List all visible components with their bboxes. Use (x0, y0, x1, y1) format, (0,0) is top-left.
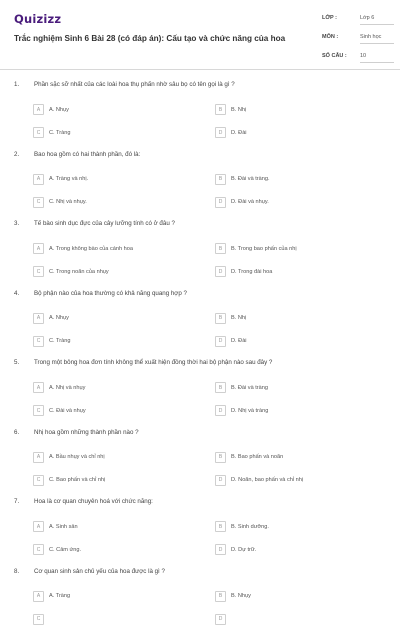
option-text: D. Noãn, bao phấn và chỉ nhị (231, 477, 304, 483)
option-text: D. Đài và nhụy. (231, 199, 269, 205)
option-letter-box: D (215, 336, 226, 347)
meta-label: MÔN : (322, 34, 339, 40)
option-letter-box: D (215, 127, 226, 138)
option-letter-box: C (33, 475, 44, 486)
answer-option-b[interactable] (215, 521, 269, 532)
question-text: Phần sặc sỡ nhất của các loài hoa thụ phấn nhờ sâu bọ có tên gọi là gì ? (34, 81, 235, 88)
option-text: C. Tràng (49, 338, 71, 344)
option-text: C. Trong noãn của nhụy (49, 268, 109, 275)
option-letter-box: D (215, 544, 226, 555)
answer-option-b[interactable] (215, 382, 268, 393)
meta-label: SỐ CÂU : (322, 53, 347, 59)
question-item (0, 290, 400, 360)
answer-option-d[interactable] (215, 266, 272, 277)
option-text: A. Nhị và nhụy (49, 384, 86, 391)
worksheet-header (0, 0, 400, 64)
option-letter-box: C (33, 405, 44, 416)
option-text: D. Đài (231, 338, 247, 344)
worksheet-meta (322, 12, 394, 69)
option-text: A. Tràng (49, 593, 71, 599)
option-text: B. Đài và tràng (231, 384, 268, 391)
option-text: A. Bầu nhụy và chỉ nhị (49, 454, 105, 460)
answer-option-b[interactable] (215, 104, 246, 115)
option-text: B. Nhị (231, 106, 247, 113)
answer-option-a[interactable] (33, 452, 105, 463)
option-text: D. Trong đài hoa (231, 268, 273, 275)
option-text: A. Tràng và nhị. (49, 176, 89, 182)
answer-option-c[interactable] (33, 336, 70, 347)
answer-option-b[interactable] (215, 452, 283, 463)
header-divider (0, 69, 400, 70)
answer-option-c[interactable] (33, 544, 81, 555)
option-letter-box: A (33, 452, 44, 463)
answer-option-d[interactable] (215, 197, 269, 208)
page-title: Trắc nghiệm Sinh 6 Bài 28 (có đáp án): Cấu tạo và chức năng của hoa (14, 34, 286, 43)
question-number: 6. (14, 428, 20, 436)
answer-option-a[interactable] (33, 104, 69, 115)
question-number: 3. (14, 220, 20, 227)
option-text: D. Nhị và tràng (231, 407, 269, 414)
option-letter-box: D (215, 614, 226, 625)
answer-option-c[interactable] (33, 475, 105, 486)
question-number: 1. (14, 81, 20, 88)
option-text: D. Dự trữ. (231, 546, 257, 553)
question-text: Bộ phận nào của hoa thường có khả năng quang hợp ? (34, 289, 187, 297)
answer-option-b[interactable] (215, 313, 246, 324)
option-text: B. Nhụy (231, 593, 251, 599)
option-letter-box: B (215, 521, 226, 532)
question-item (0, 568, 400, 638)
option-text: C. Tràng (49, 129, 71, 136)
option-text: A. Sinh sản (49, 523, 78, 530)
answer-option-c[interactable] (33, 127, 70, 138)
option-letter-box: B (215, 243, 226, 254)
option-text: C. Đài và nhụy (49, 407, 86, 414)
question-number: 7. (14, 498, 20, 505)
option-text: B. Trong bao phấn của nhị (231, 245, 297, 252)
option-text: B. Sinh dưỡng. (231, 523, 269, 530)
option-text: D. Đài (231, 129, 247, 136)
option-text: C. Nhị và nhụy. (49, 199, 87, 205)
option-letter-box: B (215, 174, 226, 185)
answer-option-c[interactable] (33, 614, 49, 625)
option-letter-box: C (33, 127, 44, 138)
option-letter-box: C (33, 614, 44, 625)
meta-value: 10 (360, 50, 394, 63)
option-text: A. Nhụy (49, 315, 69, 321)
question-number: 2. (14, 150, 20, 158)
question-item (0, 220, 400, 290)
option-letter-box: D (215, 197, 226, 208)
option-letter-box: A (33, 313, 44, 324)
option-letter-box: A (33, 243, 44, 254)
option-text: A. Trong không bào của cánh hoa (49, 245, 133, 252)
question-number: 5. (14, 359, 20, 366)
question-text: Nhị hoa gồm những thành phần nào ? (34, 428, 139, 436)
option-text: B. Bao phấn và noãn (231, 454, 284, 460)
answer-option-a[interactable] (33, 521, 78, 532)
option-letter-box: D (215, 475, 226, 486)
answer-option-c[interactable] (33, 266, 109, 277)
answer-option-a[interactable] (33, 591, 70, 602)
option-letter-box: D (215, 266, 226, 277)
option-letter-box: C (33, 544, 44, 555)
answer-option-d[interactable] (215, 127, 247, 138)
answer-option-b[interactable] (215, 591, 251, 602)
answer-option-c[interactable] (33, 405, 86, 416)
question-text: Cơ quan sinh sản chủ yếu của hoa được là gì ? (34, 567, 165, 575)
option-letter-box: C (33, 266, 44, 277)
option-letter-box: D (215, 405, 226, 416)
question-number: 8. (14, 567, 20, 575)
question-item (0, 429, 400, 499)
option-letter-box: A (33, 521, 44, 532)
option-letter-box: A (33, 591, 44, 602)
meta-row-subject (322, 31, 394, 50)
question-text: Bao hoa gồm có hai thành phần, đó là: (34, 150, 141, 158)
meta-row-count (322, 50, 394, 69)
meta-label: LỚP : (322, 15, 337, 21)
option-text: B. Đài và tràng. (231, 176, 270, 182)
answer-option-c[interactable] (33, 197, 87, 208)
question-text: Tế bào sinh dục đực của cây lưỡng tính có ở đâu ? (34, 220, 175, 227)
option-letter-box: B (215, 452, 226, 463)
answer-option-a[interactable] (33, 243, 133, 254)
option-letter-box: A (33, 104, 44, 115)
option-text: C. Cảm ứng. (49, 546, 82, 553)
question-item (0, 498, 400, 568)
meta-row-class (322, 12, 394, 31)
option-letter-box: B (215, 382, 226, 393)
answer-option-d[interactable] (215, 544, 256, 555)
answer-option-d[interactable] (215, 475, 303, 486)
question-text: Hoa là cơ quan chuyên hoá với chức năng: (34, 498, 153, 505)
option-letter-box: C (33, 197, 44, 208)
answer-option-d[interactable] (215, 614, 231, 625)
answer-option-a[interactable] (33, 313, 69, 324)
option-letter-box: A (33, 382, 44, 393)
option-text: B. Nhị (231, 315, 247, 321)
answer-option-b[interactable] (215, 243, 297, 254)
question-number: 4. (14, 289, 20, 297)
option-letter-box: C (33, 336, 44, 347)
question-item (0, 81, 400, 151)
question-item (0, 359, 400, 429)
option-letter-box: B (215, 313, 226, 324)
answer-option-b[interactable] (215, 174, 270, 185)
answer-option-a[interactable] (33, 382, 85, 393)
question-item (0, 151, 400, 221)
option-letter-box: B (215, 591, 226, 602)
option-text: A. Nhụy (49, 106, 69, 113)
option-letter-box: A (33, 174, 44, 185)
answer-option-d[interactable] (215, 336, 247, 347)
option-text: C. Bao phấn và chỉ nhị (49, 477, 106, 483)
meta-value: Lớp 6 (360, 12, 394, 25)
quizizz-logo: Quizizz (14, 12, 62, 26)
question-text: Trong một bông hoa đơn tính không thể xuất hiện đồng thời hai bộ phận nào sau đây ? (34, 359, 273, 366)
answer-option-a[interactable] (33, 174, 88, 185)
option-letter-box: B (215, 104, 226, 115)
answer-option-d[interactable] (215, 405, 268, 416)
meta-value: Sinh học (360, 31, 394, 44)
